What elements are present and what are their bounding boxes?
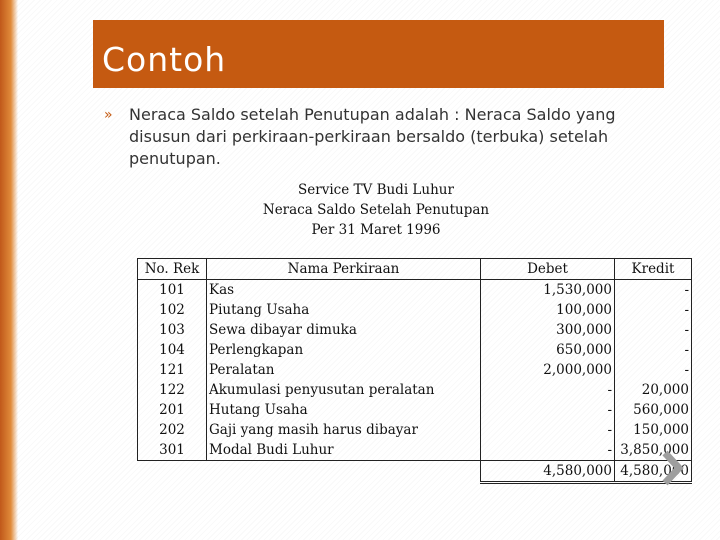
cell-account-number: 301 [138, 440, 207, 461]
cell-account-number: 202 [138, 420, 207, 440]
company-name: Service TV Budi Luhur [298, 182, 454, 198]
cell-credit: 560,000 [615, 400, 692, 420]
table-row [138, 340, 692, 360]
report-period: Per 31 Maret 1996 [311, 222, 441, 238]
chevron-right-icon[interactable] [662, 450, 684, 486]
cell-account-number: 102 [138, 300, 207, 320]
cell-account-number: 121 [138, 360, 207, 380]
bullet-text: Neraca Saldo setelah Penutupan adalah : Neraca Saldo yang disusun dari perkiraan-perkiraan bersaldo (terbuka) setelah penutupan. [129, 105, 616, 168]
cell-account-name: Peralatan [207, 360, 481, 380]
cell-account-name: Akumulasi penyusutan peralatan [207, 380, 481, 400]
cell-credit: 150,000 [615, 420, 692, 440]
table-row [138, 360, 692, 380]
trial-balance-table [137, 258, 692, 484]
cell-credit: - [615, 280, 692, 301]
table-row [138, 320, 692, 340]
cell-credit: - [615, 300, 692, 320]
totals-spacer [138, 461, 207, 483]
column-header-nama-perkiraan: Nama Perkiraan [207, 259, 481, 280]
table-header-row [138, 259, 692, 280]
column-header-kredit: Kredit [615, 259, 692, 280]
table-row [138, 440, 692, 461]
cell-account-number: 201 [138, 400, 207, 420]
cell-debit: - [481, 420, 615, 440]
table-row [138, 420, 692, 440]
cell-account-number: 122 [138, 380, 207, 400]
cell-debit: - [481, 400, 615, 420]
cell-credit: - [615, 340, 692, 360]
cell-account-name: Modal Budi Luhur [207, 440, 481, 461]
cell-account-name: Sewa dibayar dimuka [207, 320, 481, 340]
cell-account-number: 103 [138, 320, 207, 340]
cell-debit: 100,000 [481, 300, 615, 320]
accent-stripe [0, 0, 18, 540]
title-bar [93, 20, 664, 88]
cell-account-name: Piutang Usaha [207, 300, 481, 320]
table-row [138, 380, 692, 400]
cell-debit: 2,000,000 [481, 360, 615, 380]
totals-spacer [207, 461, 481, 483]
cell-debit: 1,530,000 [481, 280, 615, 301]
cell-credit: 3,850,000 [615, 440, 692, 461]
total-credit: 4,580,000 [615, 461, 692, 483]
cell-credit: - [615, 360, 692, 380]
cell-credit: - [615, 320, 692, 340]
cell-account-name: Hutang Usaha [207, 400, 481, 420]
bullet-marker: » [104, 107, 113, 123]
bullet-item [104, 104, 664, 170]
total-debit: 4,580,000 [481, 461, 615, 483]
table-body [138, 280, 692, 483]
cell-account-number: 101 [138, 280, 207, 301]
cell-account-name: Perlengkapan [207, 340, 481, 360]
cell-debit: 300,000 [481, 320, 615, 340]
column-header-debet: Debet [481, 259, 615, 280]
table-row [138, 280, 692, 301]
totals-row [138, 461, 692, 483]
cell-account-name: Kas [207, 280, 481, 301]
table-row [138, 400, 692, 420]
column-header-no-rek: No. Rek [138, 259, 207, 280]
cell-debit: - [481, 440, 615, 461]
cell-debit: - [481, 380, 615, 400]
table-row [138, 300, 692, 320]
report-name: Neraca Saldo Setelah Penutupan [262, 202, 490, 218]
cell-account-number: 104 [138, 340, 207, 360]
report-header [220, 180, 532, 240]
slide-title: Contoh [102, 40, 227, 79]
cell-credit: 20,000 [615, 380, 692, 400]
cell-account-name: Gaji yang masih harus dibayar [207, 420, 481, 440]
cell-debit: 650,000 [481, 340, 615, 360]
